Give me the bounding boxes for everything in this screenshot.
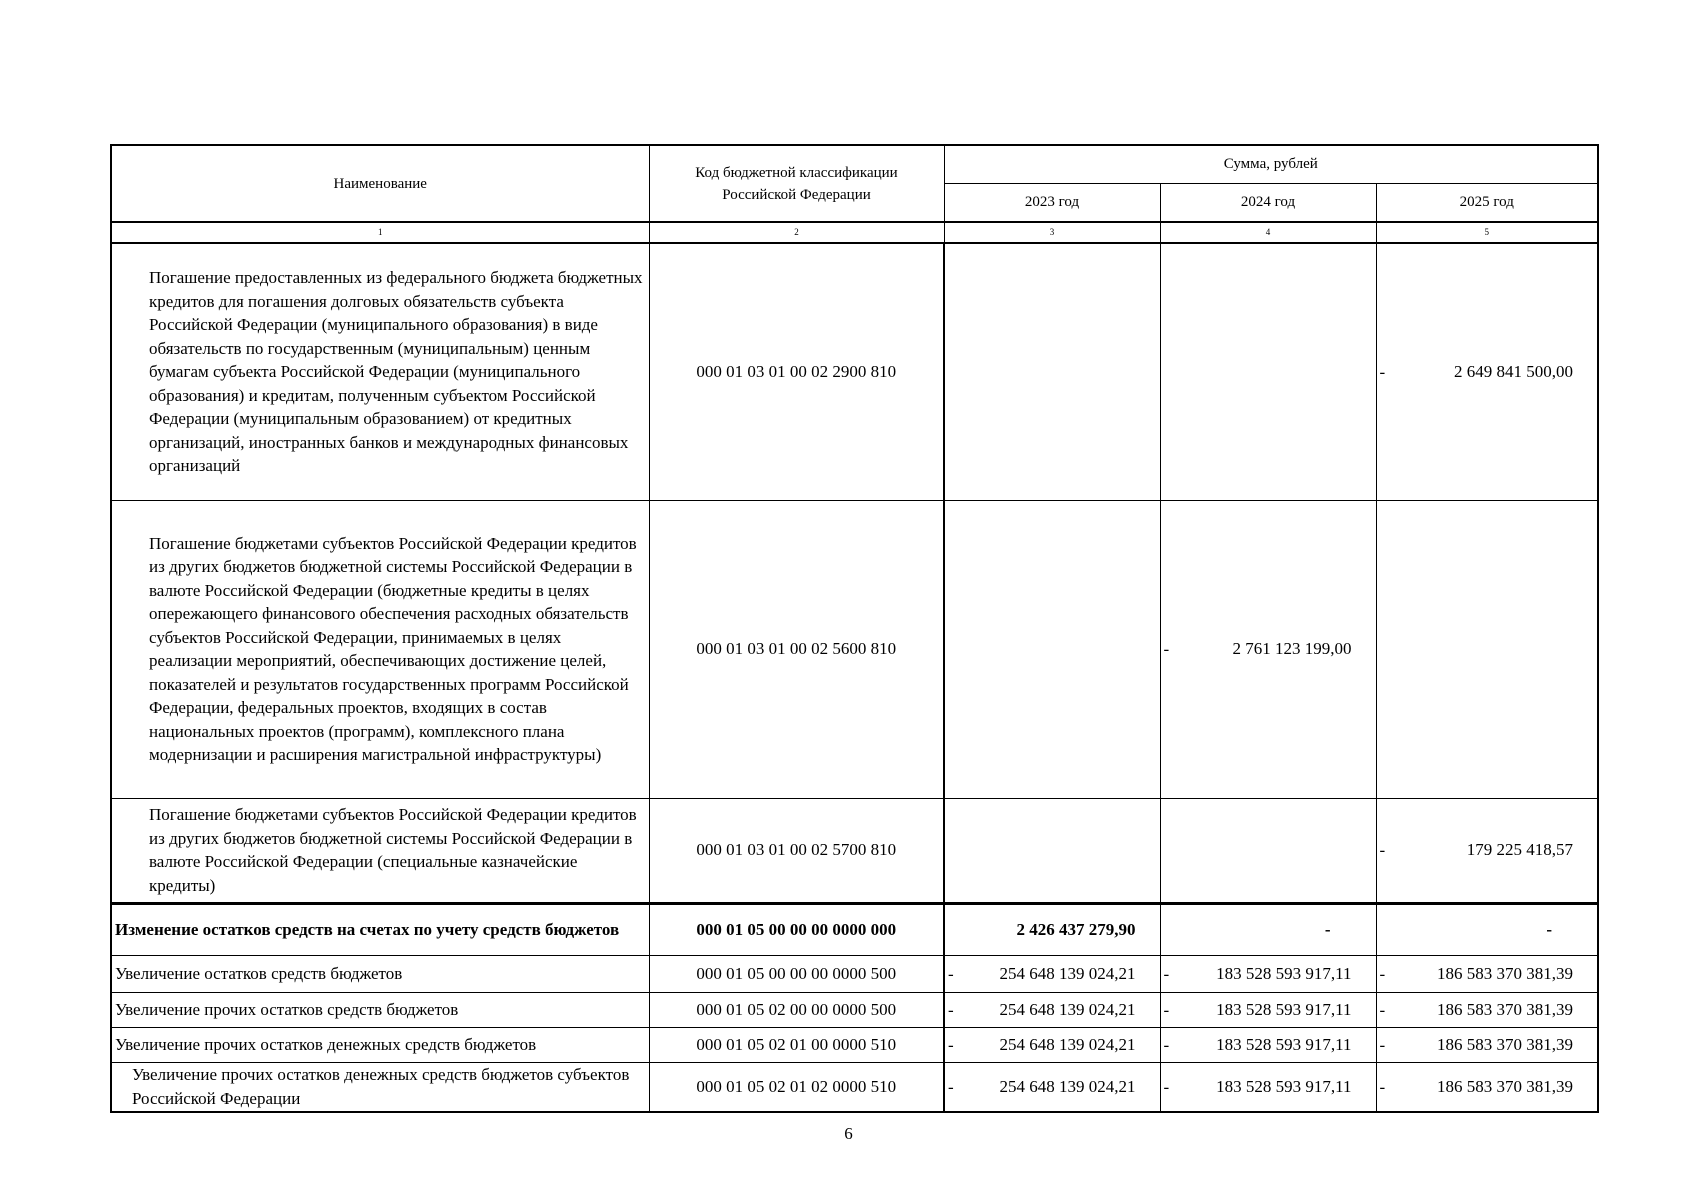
amount: 2 649 841 500,00 [1454, 362, 1574, 381]
row-code: 000 01 05 02 00 00 0000 500 [649, 992, 944, 1027]
row-value-2025 [1376, 1027, 1598, 1062]
row-code: 000 01 05 00 00 00 0000 500 [649, 955, 944, 992]
amount: - [1324, 919, 1331, 939]
amount: 183 528 593 917,11 [1216, 999, 1352, 1019]
header-year-2023: 2023 год [944, 183, 1160, 222]
header-year-2024: 2024 год [1160, 183, 1376, 222]
header-name: Наименование [111, 145, 649, 222]
page-number: 6 [844, 1124, 853, 1143]
row-value-2023 [944, 955, 1160, 992]
amount: 183 528 593 917,11 [1216, 1077, 1352, 1096]
row-name: Увеличение прочих остатков денежных средств бюджетов субъектов Российской Федерации [111, 1062, 649, 1112]
minus-sign: - [1163, 999, 1170, 1019]
row-code: 000 01 03 01 00 02 5700 810 [649, 798, 944, 903]
amount: 183 528 593 917,11 [1216, 963, 1352, 983]
row-value-2025 [1376, 1062, 1598, 1112]
row-value-2024 [1160, 1062, 1376, 1112]
row-name: Увеличение остатков средств бюджетов [111, 955, 649, 992]
row-value-2023 [944, 992, 1160, 1027]
row-name: Увеличение прочих остатков средств бюджетов [111, 992, 649, 1027]
column-number-row [111, 222, 1598, 243]
amount: 254 648 139 024,21 [999, 999, 1136, 1019]
minus-sign: - [948, 963, 954, 983]
row-value-2025 [1376, 798, 1598, 903]
minus-sign: - [1163, 1077, 1170, 1096]
column-number: 3 [944, 222, 1160, 243]
row-code: 000 01 05 02 01 02 0000 510 [649, 1062, 944, 1112]
row-code: 000 01 05 02 01 00 0000 510 [649, 1027, 944, 1062]
row-code: 000 01 05 00 00 00 0000 000 [649, 903, 944, 955]
table-row [111, 955, 1598, 992]
row-value-2025 [1376, 243, 1598, 500]
minus-sign: - [948, 1034, 954, 1054]
amount: 183 528 593 917,11 [1216, 1034, 1352, 1054]
row-value-2023 [944, 1027, 1160, 1062]
row-name: Погашение предоставленных из федерального бюджета бюджетных кредитов для погашения долговых обязательств субъекта Российской Федерации (муниципального образования) в виде обязательств по государственным (муниципальным) ценным бумагам субъекта Российской Федерации (муниципального образования) и кредитам, полученным субъектом Российской Федерации (муниципальным образованием) от кредитных организаций, иностранных банков и международных финансовых организаций [111, 243, 649, 500]
table-row [111, 992, 1598, 1027]
amount: 186 583 370 381,39 [1437, 1034, 1574, 1054]
minus-sign: - [1163, 1034, 1170, 1054]
row-value-2023 [944, 1062, 1160, 1112]
amount: 2 761 123 199,00 [1232, 639, 1352, 659]
amount: 2 426 437 279,90 [1016, 919, 1136, 939]
row-value-2024 [1160, 243, 1376, 500]
row-value-2024 [1160, 955, 1376, 992]
header-sum: Сумма, рублей [944, 145, 1598, 183]
minus-sign: - [1379, 999, 1386, 1019]
row-name: Изменение остатков средств на счетах по учету средств бюджетов [111, 903, 649, 955]
row-name: Увеличение прочих остатков денежных средств бюджетов [111, 1027, 649, 1062]
minus-sign: - [1379, 1077, 1386, 1096]
minus-sign: - [1379, 362, 1386, 381]
table-row [111, 798, 1598, 903]
row-value-2023 [944, 798, 1160, 903]
amount: 186 583 370 381,39 [1437, 1077, 1574, 1096]
row-value-2024 [1160, 500, 1376, 798]
column-number: 2 [649, 222, 944, 243]
minus-sign: - [1379, 1034, 1386, 1054]
minus-sign: - [1379, 963, 1386, 983]
row-code: 000 01 03 01 00 02 5600 810 [649, 500, 944, 798]
amount: 254 648 139 024,21 [999, 1034, 1136, 1054]
column-number: 4 [1160, 222, 1376, 243]
amount: 179 225 418,57 [1466, 840, 1574, 860]
table-row-total [111, 903, 1598, 955]
amount: 254 648 139 024,21 [999, 1077, 1136, 1096]
row-value-2024 [1160, 1027, 1376, 1062]
column-number: 5 [1376, 222, 1598, 243]
column-number: 1 [111, 222, 649, 243]
table-row [111, 500, 1598, 798]
amount: - [1546, 919, 1553, 939]
row-value-2024 [1160, 903, 1376, 955]
header-year-2025: 2025 год [1376, 183, 1598, 222]
table-row [111, 243, 1598, 500]
header-code: Код бюджетной классификации Российской Федерации [649, 145, 944, 222]
row-name: Погашение бюджетами субъектов Российской Федерации кредитов из других бюджетов бюджетной системы Российской Федерации в валюте Российской Федерации (бюджетные кредиты в целях опережающего финансового обеспечения расходных обязательств субъектов Российской Федерации, принимаемых в целях реализации мероприятий, обеспечивающих достижение целей, показателей и результатов государственных программ Российской Федерации, федеральных проектов, входящих в состав национальных проектов (программ), комплексного плана модернизации и расширения магистральной инфраструктуры) [111, 500, 649, 798]
budget-sources-table [110, 144, 1599, 1113]
minus-sign: - [1163, 963, 1170, 983]
row-code: 000 01 03 01 00 02 2900 810 [649, 243, 944, 500]
row-value-2024 [1160, 798, 1376, 903]
row-value-2023 [944, 903, 1160, 955]
table-row [111, 1027, 1598, 1062]
row-value-2025 [1376, 500, 1598, 798]
amount: 186 583 370 381,39 [1437, 963, 1574, 983]
row-value-2025 [1376, 903, 1598, 955]
minus-sign: - [948, 1077, 954, 1096]
row-value-2023 [944, 500, 1160, 798]
row-value-2025 [1376, 955, 1598, 992]
row-value-2024 [1160, 992, 1376, 1027]
minus-sign: - [948, 999, 954, 1019]
row-value-2025 [1376, 992, 1598, 1027]
row-name: Погашение бюджетами субъектов Российской Федерации кредитов из других бюджетов бюджетной системы Российской Федерации в валюте Российской Федерации (специальные казначейские кредиты) [111, 798, 649, 903]
row-value-2023 [944, 243, 1160, 500]
amount: 186 583 370 381,39 [1437, 999, 1574, 1019]
minus-sign: - [1163, 639, 1170, 659]
minus-sign: - [1379, 840, 1386, 860]
table-row [111, 1062, 1598, 1112]
amount: 254 648 139 024,21 [999, 963, 1136, 983]
